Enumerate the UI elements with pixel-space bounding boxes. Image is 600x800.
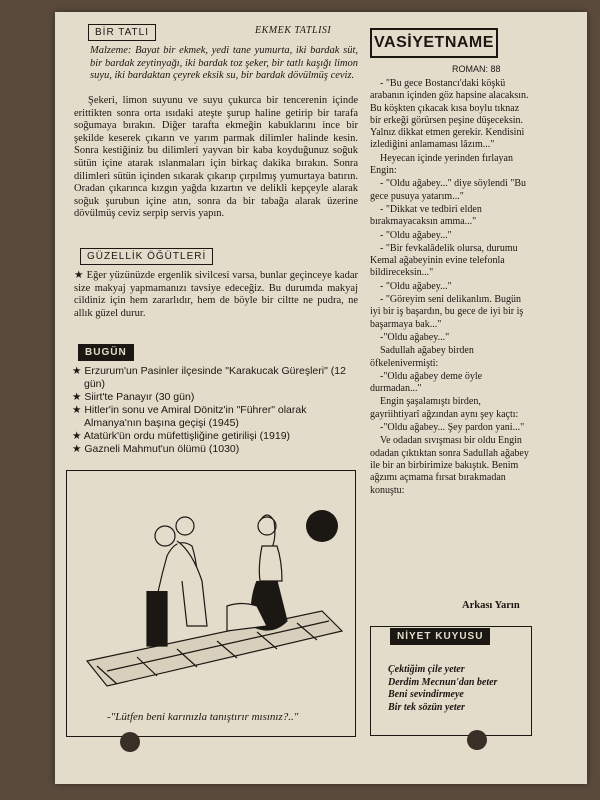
paragraph: -"Oldu ağabey deme öyle durmadan..." — [370, 370, 483, 395]
list-item: ★ Hitler'in sonu ve Amiral Dönitz'in "Führer" olarak Almanya'nın başına geçişi (1945) — [72, 404, 362, 430]
beauty-label: GÜZELLİK ÖĞÜTLERİ — [80, 248, 213, 265]
paragraph: Sadullah ağabey birden öfkelenivermişti: — [370, 345, 474, 369]
paragraph: - "Oldu ağabey..." diye söylendi "Bu gece pusuya yatarım..." — [370, 178, 527, 202]
poem-line: Beni sevindirmeye — [388, 689, 464, 700]
cartoon-illustration — [67, 471, 355, 736]
paragraph: - "Dikkat ve tedbiri elden bırakmayacaksın amma..." — [370, 203, 482, 228]
list-item: ★ Atatürk'ün ordu müfettişliğine getirilişi (1919) — [72, 430, 362, 443]
beauty-text: ★ Eğer yüzünüzde ergenlik sivilcesi varsa, bunlar geçinceye kadar size makyaj yapmamanızı tavsiye edeceğiz. Bu durumda makyaj cildiniz için hem zararlıdır, hem de böyle bir ciltte ne pudra, ne allık güzel durur. — [74, 270, 358, 319]
paragraph: -"Oldu ağabey..." — [380, 331, 450, 343]
list-item: ★ Gazneli Mahmut'un ölümü (1030) — [72, 443, 362, 456]
sun-icon — [306, 510, 338, 542]
paragraph: - "Bir fevkalâdelik olursa, durumu Kemal ağabeyinin evine telefonla bildireceksin..." — [370, 242, 518, 279]
poem-line: Bir tek sözün yeter — [388, 701, 465, 713]
poem-text — [388, 664, 497, 714]
punch-hole — [120, 732, 140, 752]
punch-hole — [467, 730, 487, 750]
today-list — [72, 365, 362, 456]
paragraph: Ve odadan sıvışması bir oldu Engin odadan çıktıktan sonra Sadullah ağabey ile bir an birbirimize bakıştık. Benim ağzımı açmama fırsat bırakmadan konuştu: — [370, 435, 529, 496]
continued-label: Arkası Yarın — [462, 600, 520, 611]
paragraph: - "Göreyim seni delikanlım. Bugün iyi bir iş başardın, bu gece de iyi bir iş başarmaya bak..." — [370, 294, 524, 330]
paragraph: - "Oldu ağabey..." — [380, 229, 452, 241]
novel-subtitle: ROMAN: 88 — [452, 64, 501, 74]
list-item: ★ Siirt'te Panayır (30 gün) — [72, 391, 362, 404]
list-item: ★ Erzurum'un Pasinler ilçesinde "Karakucak Güreşleri" (12 gün) — [72, 365, 362, 391]
paragraph: Engin şaşalamıştı birden, gayriihtiyarî ağzından aynı şey kaçtı: — [370, 396, 519, 420]
paragraph: Heyecan içinde yerinden fırlayan Engin: — [370, 152, 513, 177]
cartoon-panel — [66, 470, 356, 737]
paragraph: -"Oldu ağabey... Şey pardon yani..." — [380, 422, 525, 434]
novel-text — [370, 78, 530, 498]
poem-line: Derdim Mecnun'dan beter — [388, 676, 498, 688]
paragraph: - "Bu gece Bostancı'daki köşkü arabanın içinden göz hapsine alacaksın. Bu köşkten çıkacak kısa boylu tıknaz bir erkeği görürsen peşine düşeceksin. Yalnız dikkat etmen gerekir. Kendisini izlediğini anlamaması lâzım..." — [370, 78, 529, 151]
novel-title: VASİYETNAME — [370, 28, 498, 58]
today-label: BUGÜN — [78, 344, 134, 361]
poem-label: NİYET KUYUSU — [390, 628, 490, 645]
poem-line: Çektiğim çile yeter — [388, 664, 465, 675]
recipe-ingredients: Malzeme: Bayat bir ekmek, yedi tane yumurta, iki bardak süt, bir bardak zeytinyağı, iki bardak toz şeker, bir tatlı kaşığı limon suyu, iki bardaktan çeyrek eksik su, bir bardak dövülmüş ceviz. — [90, 45, 358, 82]
recipe-title: EKMEK TATLISI — [255, 25, 332, 36]
cartoon-caption: -"Lütfen beni karınızla tanıştırır mısınız?.." — [107, 711, 299, 723]
recipe-instructions: Şekeri, limon suyunu ve suyu çukurca bir tencerenin içinde erittikten sonra orta ısıdaki ateşte şurup haline getirip bir tarafa soğumaya bırakın. Diğer tarafta ekmeğin kabuklarını ince bir şekilde keserek çıkarın ve yarım parmak dilimler halinde kesin. Sonra kestiğiniz bu dilimleri yayvan bir kaba koyduğunuz soğuk sütün içine atarak ıslanmaları için birkaç dakika bırakın. Sonra dilimleri sütün içinden sıkarak çıkarıp çırpılmış yumurtaya batırın. Oradan çıkarınca kızgın yağda kızartın ve delikli kepçeyle alarak soğuk şurubun içine atın, sonra da bir tabağa alarak üzerine dövülmüş ceviz serpip servis yapın. — [74, 95, 358, 220]
paragraph: - "Oldu ağabey..." — [380, 280, 452, 292]
recipe-label: BİR TATLI — [88, 24, 156, 41]
